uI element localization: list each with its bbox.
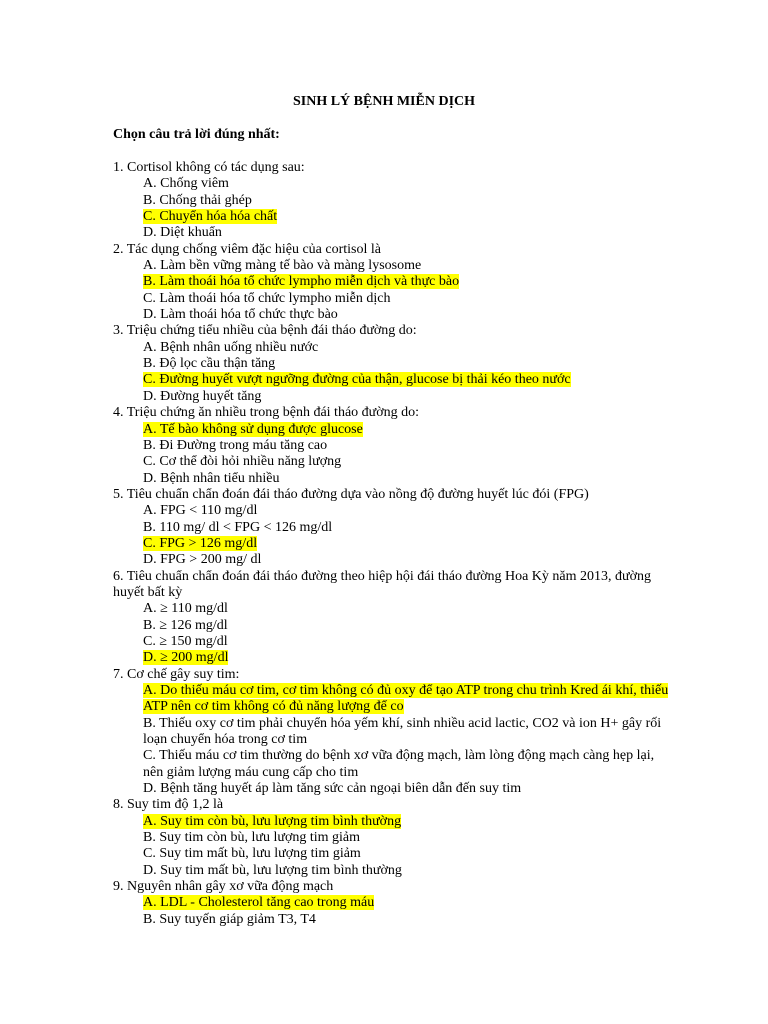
answer-text: D. Suy tim mất bù, lưu lượng tim bình thường: [143, 862, 402, 878]
option-list: [113, 601, 673, 666]
answer-option: [113, 814, 673, 830]
answer-text: B. Đi Đường trong máu tăng cao: [143, 437, 328, 453]
answer-option: [113, 650, 673, 666]
answer-option: [113, 536, 673, 552]
highlighted-answer-text: A. LDL - Cholesterol tăng cao trong máu: [143, 895, 375, 911]
answer-text: D. Bệnh tăng huyết áp làm tăng sức cản ngoại biên dẫn đến suy tim: [143, 781, 522, 797]
answer-option: [113, 618, 673, 634]
answer-option: [113, 683, 673, 716]
option-list: [113, 814, 673, 879]
question-stem: 7. Cơ chế gây suy tim:: [113, 666, 240, 682]
answer-option: [113, 454, 673, 470]
answer-option: [113, 846, 673, 862]
option-list: [113, 895, 673, 928]
answer-option: [113, 748, 673, 781]
question-stem: 6. Tiêu chuẩn chẩn đoán đái tháo đường theo hiệp hội đái tháo đường Hoa Kỳ năm 2013, đường huyết bất kỳ: [113, 568, 652, 600]
highlighted-answer-text: B. Làm thoái hóa tổ chức lympho miễn dịch và thực bào: [143, 274, 460, 290]
highlighted-answer-text: C. Chuyển hóa hóa chất: [143, 209, 278, 225]
answer-text: D. FPG > 200 mg/ dl: [143, 552, 262, 568]
answer-option: [113, 830, 673, 846]
answer-option: [113, 225, 673, 241]
answer-text: B. Suy tim còn bù, lưu lượng tim giảm: [143, 830, 361, 846]
answer-option: [113, 503, 673, 519]
option-list: [113, 503, 673, 568]
answer-text: B. Thiếu oxy cơ tim phải chuyển hóa yếm khí, sinh nhiều acid lactic, CO2 và ion H+ gây rối loạn chuyển hóa trong cơ tim: [143, 715, 662, 748]
answer-option: [113, 307, 673, 323]
answer-option: [113, 209, 673, 225]
answer-option: [113, 291, 673, 307]
question-stem: 4. Triệu chứng ăn nhiều trong bệnh đái tháo đường do:: [113, 405, 420, 421]
answer-option: [113, 372, 673, 388]
answer-text: D. Diệt khuẩn: [143, 225, 222, 241]
question-7: [113, 667, 673, 798]
answer-text: B. Chống thải ghép: [143, 192, 252, 208]
answer-option: [113, 895, 673, 911]
question-4: [113, 405, 673, 487]
answer-text: C. Làm thoái hóa tổ chức lympho miễn dịch: [143, 290, 391, 306]
answer-text: C. Suy tim mất bù, lưu lượng tim giảm: [143, 846, 361, 862]
question-2: [113, 242, 673, 324]
answer-option: [113, 274, 673, 290]
answer-text: B. ≥ 126 mg/dl: [143, 617, 228, 633]
option-list: [113, 422, 673, 487]
answer-option: [113, 356, 673, 372]
question-stem: 1. Cortisol không có tác dụng sau:: [113, 160, 305, 175]
question-8: [113, 797, 673, 879]
option-list: [113, 683, 673, 797]
answer-option: [113, 552, 673, 568]
answer-option: [113, 176, 673, 192]
answer-option: [113, 781, 673, 797]
highlighted-answer-text: C. Đường huyết vượt ngưỡng đường của thận, glucose bị thải kéo theo nước: [143, 372, 571, 388]
question-list: [113, 160, 673, 928]
answer-text: C. Cơ thể đòi hỏi nhiều năng lượng: [143, 454, 342, 470]
question-stem: 2. Tác dụng chống viêm đặc hiệu của cortisol là: [113, 241, 381, 257]
answer-option: [113, 389, 673, 405]
answer-text: A. FPG < 110 mg/dl: [143, 503, 258, 519]
answer-text: D. Bệnh nhân tiểu nhiều: [143, 470, 280, 486]
highlighted-answer-text: A. Suy tim còn bù, lưu lượng tim bình thường: [143, 813, 402, 829]
question-6: [113, 569, 673, 667]
answer-text: A. ≥ 110 mg/dl: [143, 601, 228, 617]
answer-text: D. Đường huyết tăng: [143, 388, 262, 404]
highlighted-answer-text: A. Tế bào không sử dụng được glucose: [143, 421, 363, 437]
option-list: [113, 258, 673, 323]
answer-text: B. Độ lọc cầu thận tăng: [143, 356, 276, 372]
answer-text: C. Thiếu máu cơ tim thường do bệnh xơ vữa động mạch, làm lòng động mạch càng hẹp lại, nên giảm lượng máu cung cấp cho tim: [143, 748, 655, 780]
highlighted-answer-text: D. ≥ 200 mg/dl: [143, 650, 229, 666]
answer-option: [113, 912, 673, 928]
document-title: SINH LÝ BỆNH MIỄN DỊCH: [292, 94, 476, 109]
question-stem: 3. Triệu chứng tiểu nhiều của bệnh đái tháo đường do:: [113, 323, 417, 339]
question-stem: 8. Suy tim độ 1,2 là: [113, 797, 224, 813]
answer-option: [113, 258, 673, 274]
instruction-heading: Chọn câu trả lời đúng nhất:: [113, 127, 280, 142]
answer-text: A. Làm bền vững màng tế bào và màng lysosome: [143, 258, 422, 274]
answer-text: B. 110 mg/ dl < FPG < 126 mg/dl: [143, 519, 333, 535]
question-stem: 9. Nguyên nhân gây xơ vữa động mạch: [113, 879, 334, 895]
answer-option: [113, 422, 673, 438]
answer-option: [113, 193, 673, 209]
highlighted-answer-text: C. FPG > 126 mg/dl: [143, 535, 258, 551]
answer-option: [113, 601, 673, 617]
answer-option: [113, 863, 673, 879]
answer-option: [113, 438, 673, 454]
option-list: [113, 176, 673, 241]
answer-text: A. Chống viêm: [143, 176, 229, 192]
answer-option: [113, 716, 673, 749]
answer-text: A. Bệnh nhân uống nhiều nước: [143, 339, 319, 355]
answer-option: [113, 471, 673, 487]
answer-text: B. Suy tuyến giáp giảm T3, T4: [143, 911, 316, 927]
answer-text: D. Làm thoái hóa tổ chức thực bào: [143, 307, 338, 323]
question-9: [113, 879, 673, 928]
answer-option: [113, 634, 673, 650]
question-3: [113, 323, 673, 405]
option-list: [113, 340, 673, 405]
question-stem: 5. Tiêu chuẩn chẩn đoán đái tháo đường dựa vào nồng độ đường huyết lúc đói (FPG): [113, 486, 589, 502]
answer-text: C. ≥ 150 mg/dl: [143, 633, 228, 649]
question-5: [113, 487, 673, 569]
highlighted-answer-text: A. Do thiếu máu cơ tim, cơ tim không có đủ oxy để tạo ATP trong chu trình Kred ái khí, thiếu ATP nên cơ tim không có đủ năng lượng để co: [143, 683, 669, 715]
question-1: [113, 160, 673, 242]
answer-option: [113, 340, 673, 356]
answer-option: [113, 520, 673, 536]
